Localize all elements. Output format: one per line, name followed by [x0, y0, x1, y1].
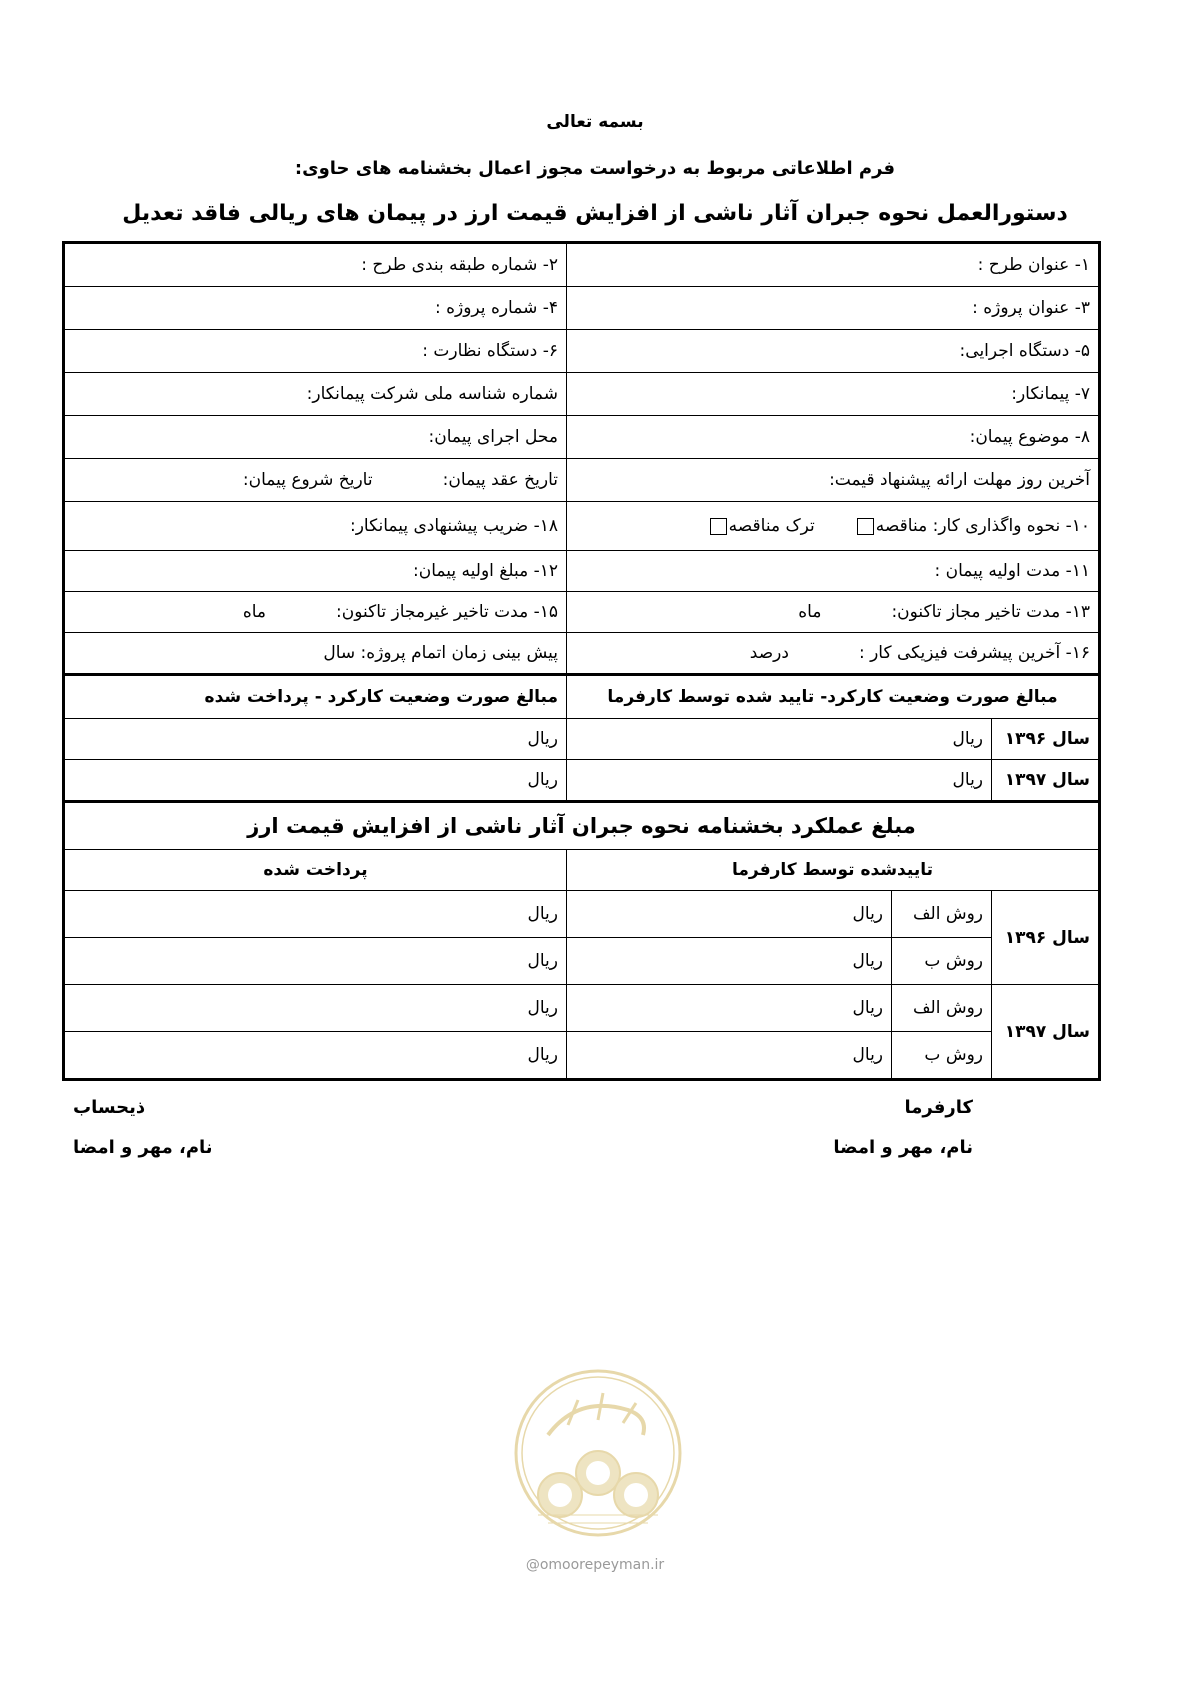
- field-label: پیش بینی زمان اتمام پروژه: سال: [323, 643, 558, 663]
- statements-year: سال ۱۳۹۶: [992, 719, 1100, 760]
- performance-row: [64, 985, 1100, 1032]
- start-date-label: تاریخ شروع پیمان:: [242, 470, 373, 490]
- field-label: ۶- دستگاه نظارت :: [422, 341, 558, 361]
- statements-year: سال ۱۳۹۷: [992, 760, 1100, 802]
- performance-year: سال ۱۳۹۷: [992, 985, 1100, 1080]
- currency-label: ریال: [527, 998, 558, 1018]
- performance-year: سال ۱۳۹۶: [992, 891, 1100, 985]
- statements-paid-cell[interactable]: [64, 719, 567, 760]
- field-physical-progress[interactable]: [567, 633, 1100, 675]
- unit-label: ماه: [798, 602, 822, 622]
- no-tender-label: ترک مناقصه: [728, 516, 815, 536]
- basmala-heading: بسمه تعالی: [546, 112, 644, 132]
- statements-row: [64, 719, 1100, 760]
- accountant-signature-label: نام، مهر و امضا: [73, 1137, 213, 1158]
- performance-approved-cell[interactable]: [567, 938, 892, 985]
- tender-checkbox[interactable]: [857, 518, 874, 535]
- employer-signature-label: نام، مهر و امضا: [833, 1137, 973, 1158]
- statements-paid-header: مبالغ صورت وضعیت کارکرد - پرداخت شده: [64, 675, 567, 719]
- field-label: ۱- عنوان طرح :: [977, 255, 1091, 275]
- statements-approved-header: مبالغ صورت وضعیت کارکرد- تایید شده توسط کارفرما: [567, 675, 1100, 719]
- field-label: ۱۳- مدت تاخیر مجاز تاکنون:: [891, 602, 1091, 622]
- accountant-label: ذیحساب: [73, 1097, 146, 1118]
- form-row: [64, 459, 1100, 502]
- field-initial-amount[interactable]: [64, 551, 567, 592]
- watermark-url: @omoorepeyman.ir: [525, 1557, 665, 1573]
- form-row: [64, 373, 1100, 416]
- form-title: دستورالعمل نحوه جبران آثار ناشی از افزایش قیمت ارز در پیمان های ریالی فاقد تعدیل: [122, 201, 1068, 226]
- currency-label: ریال: [527, 1045, 558, 1065]
- performance-method: روش الف: [892, 985, 992, 1032]
- currency-label: ریال: [527, 770, 558, 790]
- performance-title-row: [64, 802, 1100, 850]
- form-row: [64, 551, 1100, 592]
- currency-label: ریال: [852, 1045, 884, 1065]
- performance-paid-cell[interactable]: [64, 891, 567, 938]
- statements-header-row: [64, 675, 1100, 719]
- form-row: [64, 633, 1100, 675]
- performance-paid-header: پرداخت شده: [64, 850, 567, 891]
- form-subtitle: فرم اطلاعاتی مربوط به درخواست مجوز اعمال بخشنامه های حاوی:: [294, 158, 896, 179]
- field-label: ۲- شماره طبقه بندی طرح :: [361, 255, 558, 275]
- contract-date-label: تاریخ عقد پیمان:: [442, 470, 558, 490]
- field-allowed-delay[interactable]: [567, 592, 1100, 633]
- field-label: ۱۱- مدت اولیه پیمان :: [934, 561, 1091, 581]
- form-table: [62, 241, 1101, 1081]
- unit-label: ماه: [242, 602, 267, 622]
- watermark-logo-icon: [508, 1365, 688, 1540]
- form-row: [64, 416, 1100, 459]
- currency-label: ریال: [527, 951, 558, 971]
- field-contractor-national-id[interactable]: [64, 373, 567, 416]
- statements-row: [64, 760, 1100, 802]
- currency-label: ریال: [527, 904, 558, 924]
- field-label: ۱۵- مدت تاخیر غیرمجاز تاکنون:: [336, 602, 558, 622]
- field-label: آخرین روز مهلت ارائه پیشنهاد قیمت:: [829, 470, 1091, 490]
- performance-title: مبلغ عملکرد بخشنامه نحوه جبران آثار ناشی از افزایش قیمت ارز: [64, 802, 1100, 850]
- performance-approved-cell[interactable]: [567, 985, 892, 1032]
- form-row: [64, 243, 1100, 287]
- field-award-method: [567, 502, 1100, 551]
- field-contractor[interactable]: [567, 373, 1100, 416]
- performance-method: روش ب: [892, 938, 992, 985]
- field-bid-deadline[interactable]: [567, 459, 1100, 502]
- field-executive-agency[interactable]: [567, 330, 1100, 373]
- field-project-title[interactable]: [567, 243, 1100, 287]
- statements-approved-cell[interactable]: [567, 719, 992, 760]
- performance-row: [64, 938, 1100, 985]
- field-supervision-agency[interactable]: [64, 330, 567, 373]
- field-completion-forecast[interactable]: [64, 633, 567, 675]
- currency-label: ریال: [952, 729, 984, 749]
- currency-label: ریال: [852, 998, 884, 1018]
- field-label: ۸- موضوع پیمان:: [969, 427, 1091, 447]
- field-subproject-title[interactable]: [567, 287, 1100, 330]
- form-row: [64, 592, 1100, 633]
- performance-row: [64, 891, 1100, 938]
- performance-header-row: [64, 850, 1100, 891]
- performance-approved-cell[interactable]: [567, 1032, 892, 1080]
- form-row: [64, 287, 1100, 330]
- performance-paid-cell[interactable]: [64, 1032, 567, 1080]
- field-label: محل اجرای پیمان:: [428, 427, 558, 447]
- no-tender-checkbox[interactable]: [710, 518, 727, 535]
- performance-method: روش ب: [892, 1032, 992, 1080]
- field-initial-duration[interactable]: [567, 551, 1100, 592]
- field-subproject-number[interactable]: [64, 287, 567, 330]
- field-contract-location[interactable]: [64, 416, 567, 459]
- statements-paid-cell[interactable]: [64, 760, 567, 802]
- currency-label: ریال: [852, 951, 884, 971]
- performance-paid-cell[interactable]: [64, 938, 567, 985]
- field-label: ۱۰- نحوه واگذاری کار: مناقصه: [875, 516, 1091, 536]
- field-label: ۴- شماره پروژه :: [434, 298, 558, 318]
- field-label: ۳- عنوان پروژه :: [972, 298, 1091, 318]
- field-contract-dates[interactable]: [64, 459, 567, 502]
- form-row: [64, 330, 1100, 373]
- field-project-classification[interactable]: [64, 243, 567, 287]
- field-contract-subject[interactable]: [567, 416, 1100, 459]
- field-label: ۱۲- مبلغ اولیه پیمان:: [413, 561, 558, 581]
- currency-label: ریال: [527, 729, 558, 749]
- field-label: شماره شناسه ملی شرکت پیمانکار:: [306, 384, 558, 404]
- performance-approved-header: تاییدشده توسط کارفرما: [567, 850, 1100, 891]
- currency-label: ریال: [852, 904, 884, 924]
- performance-method: روش الف: [892, 891, 992, 938]
- field-proposed-coefficient[interactable]: [64, 502, 567, 551]
- performance-row: [64, 1032, 1100, 1080]
- field-label: ۷- پیمانکار:: [1011, 384, 1091, 404]
- field-label: ۱۶- آخرین پیشرفت فیزیکی کار :: [858, 643, 1091, 663]
- unit-label: درصد: [749, 643, 789, 663]
- field-label: ۵- دستگاه اجرایی:: [959, 341, 1091, 361]
- field-label: ۱۸- ضریب پیشنهادی پیمانکار:: [349, 516, 558, 536]
- performance-approved-cell[interactable]: [567, 891, 892, 938]
- statements-approved-cell[interactable]: [567, 760, 992, 802]
- form-row: [64, 502, 1100, 551]
- currency-label: ریال: [952, 770, 984, 790]
- performance-paid-cell[interactable]: [64, 985, 567, 1032]
- employer-label: کارفرما: [904, 1097, 973, 1118]
- field-unallowed-delay[interactable]: [64, 592, 567, 633]
